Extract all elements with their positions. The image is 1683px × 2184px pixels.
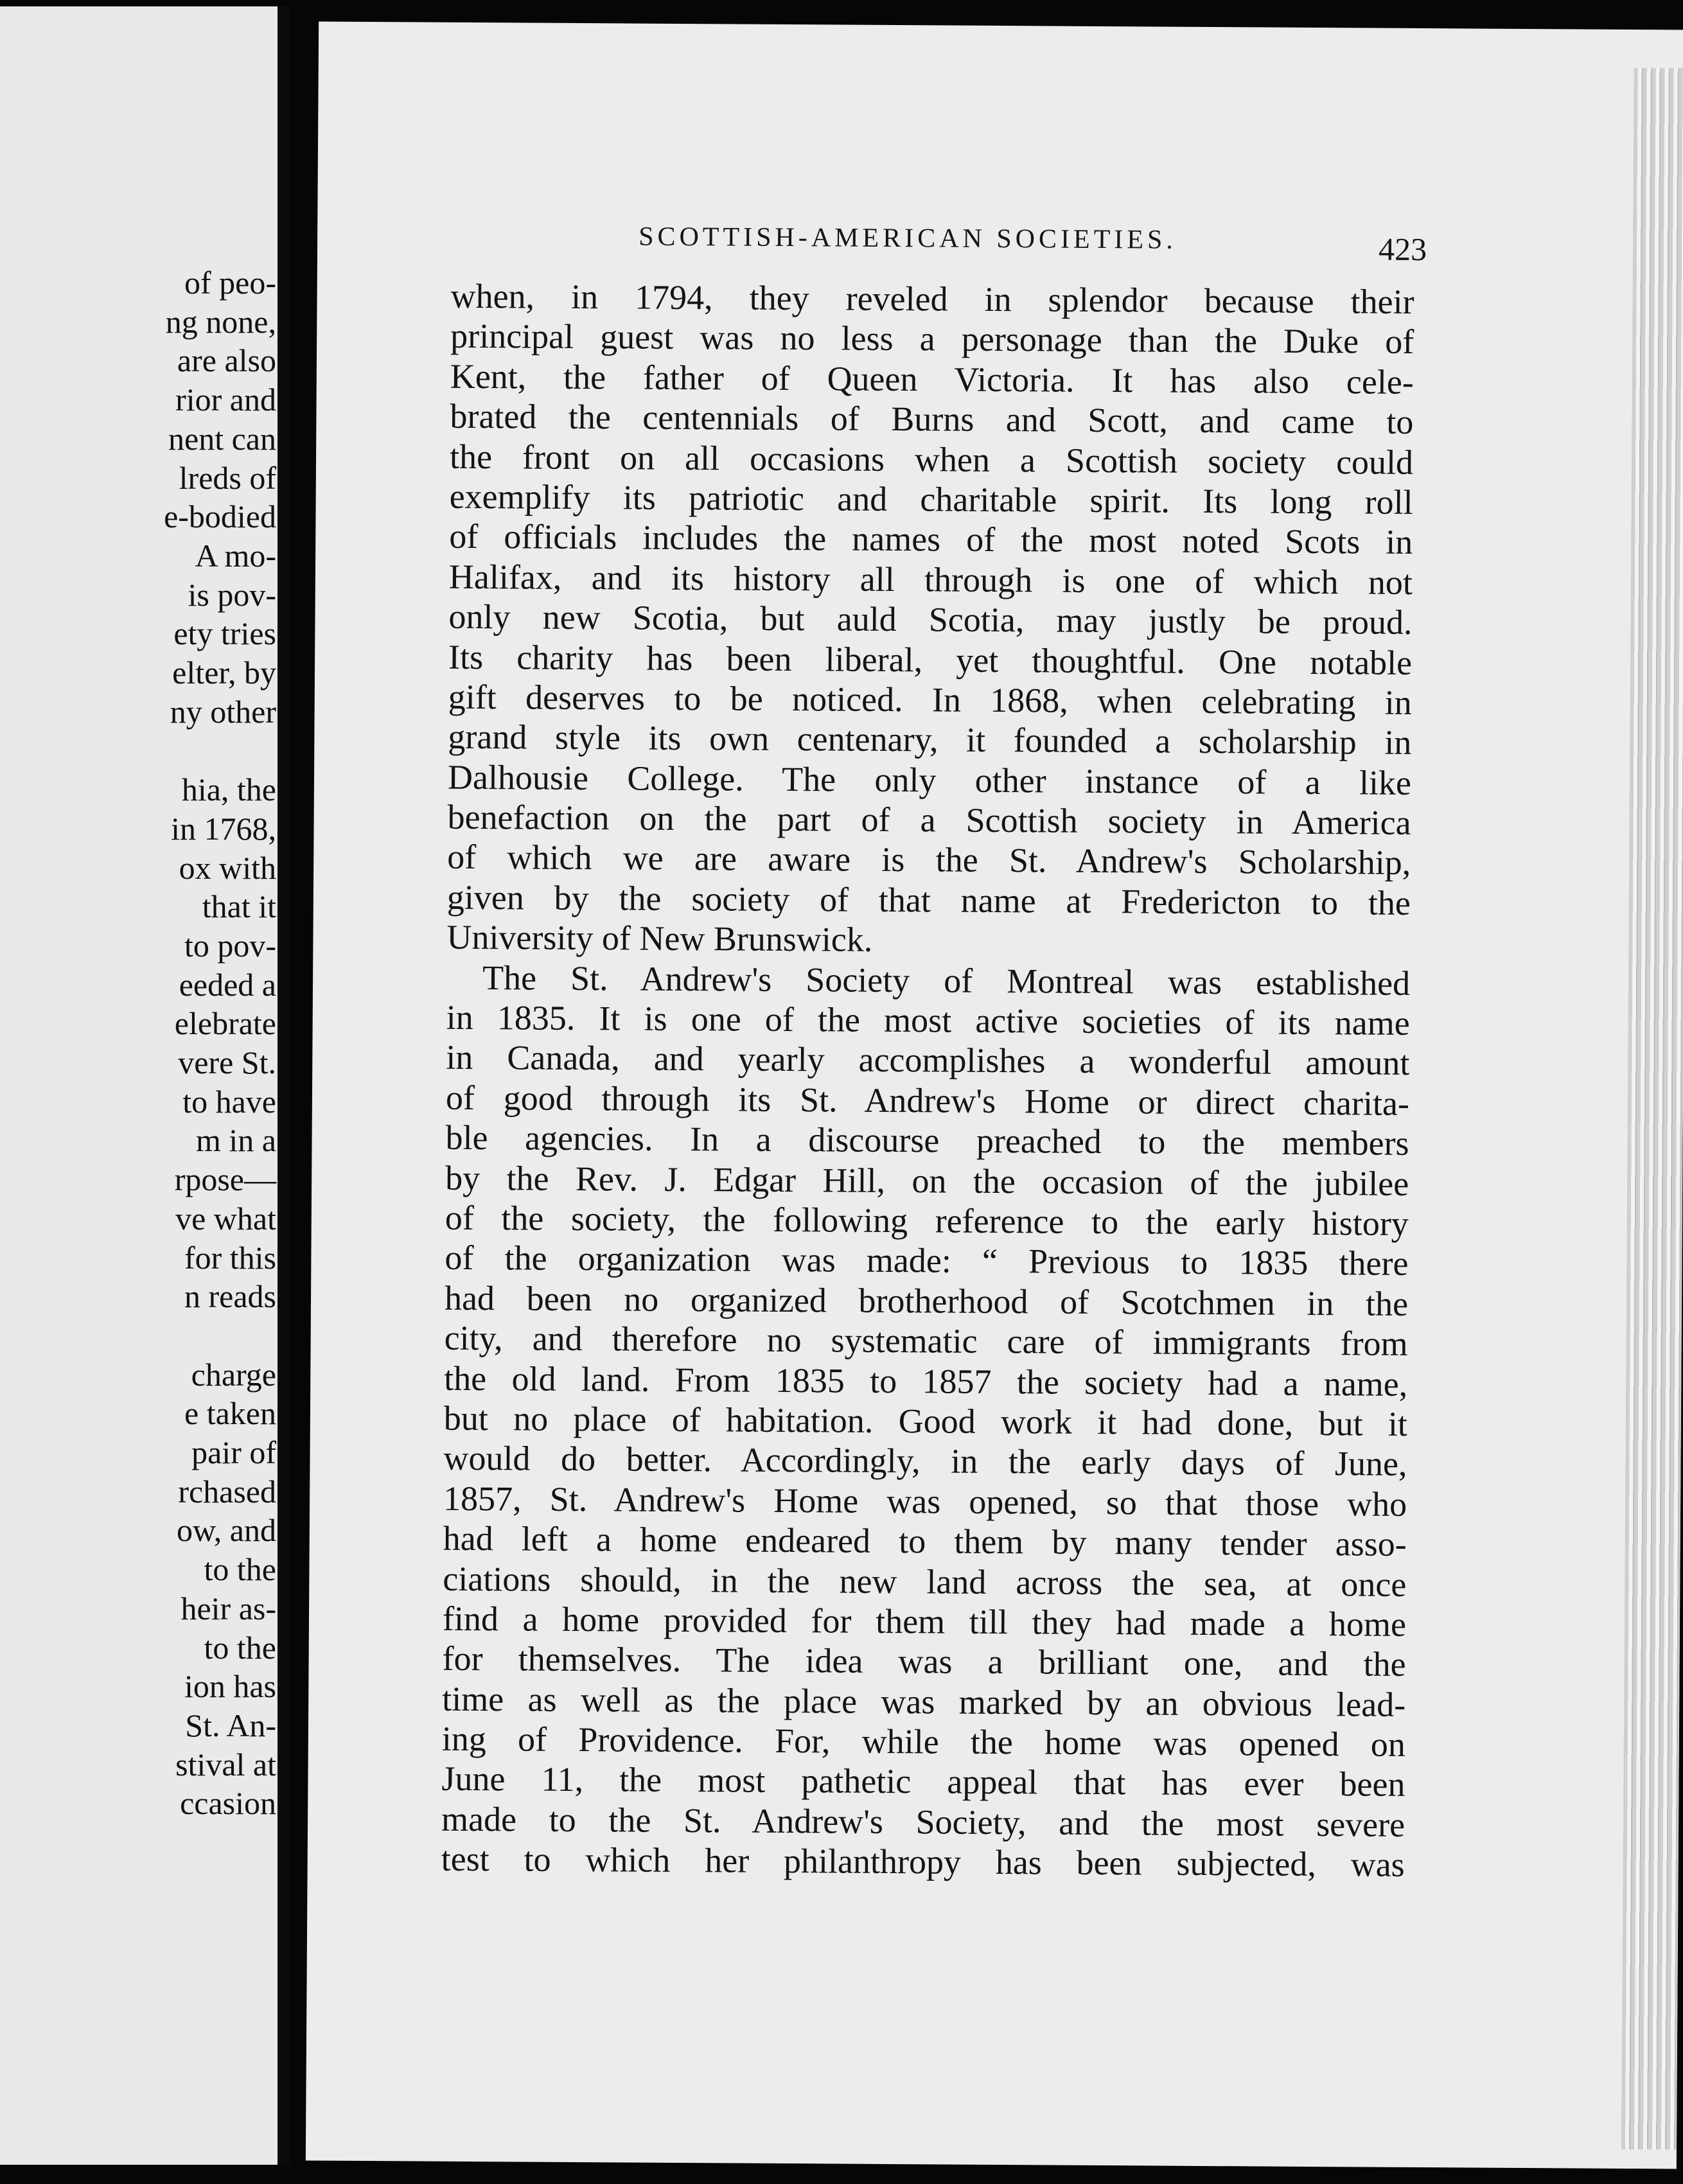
body-line: ing of Providence. For, while the home was opened on xyxy=(441,1719,1406,1764)
body-line: test to which her philanthropy has been subjected, was xyxy=(441,1839,1405,1885)
body-line: had been no organized brotherhood of Scotchmen in the xyxy=(444,1278,1409,1323)
left-page-line: elter, by xyxy=(172,655,276,691)
body-line: principal guest was no less a personage than the Duke of xyxy=(450,317,1414,362)
body-line: gift deserves to be noticed. In 1868, when celebrating in xyxy=(448,677,1412,722)
body-line: of good through its St. Andrew's Home or direct charita- xyxy=(445,1078,1410,1123)
left-page-line: A mo- xyxy=(195,537,276,574)
page-edge-stack xyxy=(1621,68,1683,2149)
left-page-line: rpose— xyxy=(174,1161,276,1198)
left-page-line: hia, the xyxy=(181,771,276,808)
body-line: for themselves. The idea was a brilliant one, and the xyxy=(442,1639,1406,1684)
running-head: SCOTTISH-AMERICAN SOCIETIES. xyxy=(639,222,1177,255)
body-line: find a home provided for them till they had made a home xyxy=(442,1599,1407,1644)
left-page-line: ion has xyxy=(184,1668,276,1705)
left-page-line: ccasion xyxy=(180,1785,276,1822)
left-page-text xyxy=(0,6,276,2165)
body-line: would do better. Accordingly, in the early days of June, xyxy=(443,1439,1407,1484)
left-page-line: stival at xyxy=(175,1746,276,1783)
body-line: of the organization was made: “ Previous to 1835 there xyxy=(445,1238,1409,1283)
body-line: only new Scotia, but auld Scotia, may justly be proud. xyxy=(448,597,1413,642)
left-page-line: are also xyxy=(177,342,276,379)
body-line: ciations should, in the new land across the sea, at once xyxy=(443,1559,1407,1604)
left-page-line: to pov- xyxy=(184,927,276,964)
body-line: time as well as the place was marked by an obvious lead- xyxy=(442,1679,1406,1724)
left-page-line: vere St. xyxy=(178,1044,276,1080)
left-page-line: lreds of xyxy=(179,459,276,496)
left-page-line: that it xyxy=(202,888,276,925)
left-page-line: n reads xyxy=(184,1278,276,1315)
left-page-line: m in a xyxy=(196,1122,276,1159)
book-gutter xyxy=(278,6,290,2165)
left-page-line: heir as- xyxy=(181,1590,276,1626)
left-page-line: eeded a xyxy=(179,966,276,1003)
left-page-line: ng none, xyxy=(165,303,276,340)
body-line: University of New Brunswick. xyxy=(446,918,873,960)
body-line: but no place of habitation. Good work it had done, but it xyxy=(443,1398,1408,1443)
left-page-line: ety tries xyxy=(173,615,276,652)
left-page-line: charge xyxy=(191,1356,276,1393)
body-line: of the society, the following reference to the early history xyxy=(445,1198,1409,1243)
left-page-line: ny other xyxy=(170,693,276,730)
left-page-line: pair of xyxy=(191,1434,276,1470)
right-page xyxy=(306,22,1683,2169)
left-page-line: elebrate xyxy=(174,1005,276,1042)
body-line: city, and therefore no systematic care of immigrants from xyxy=(444,1318,1408,1364)
left-page-line: rchased xyxy=(178,1473,276,1510)
left-page-line: to have xyxy=(182,1083,276,1120)
left-page-line: ox with xyxy=(179,849,276,886)
body-line: 1857, St. Andrew's Home was opened, so that those who xyxy=(443,1479,1407,1524)
body-line: by the Rev. J. Edgar Hill, on the occasion of the jubilee xyxy=(445,1158,1409,1203)
body-line: had left a home endeared to them by many tender asso- xyxy=(443,1519,1407,1564)
left-page-line: e-bodied xyxy=(164,498,276,535)
left-page-line: nent can xyxy=(168,420,276,457)
left-page-line: to the xyxy=(204,1551,276,1588)
left-page-line: is pov- xyxy=(188,576,276,613)
left-page xyxy=(0,6,290,2165)
body-line: when, in 1794, they reveled in splendor because their xyxy=(450,276,1414,321)
left-page-line: in 1768, xyxy=(171,810,276,847)
body-line: ble agencies. In a discourse preached to the members xyxy=(445,1118,1409,1163)
body-line: June 11, the most pathetic appeal that has ever been xyxy=(441,1759,1405,1804)
left-page-line: of peo- xyxy=(184,265,276,301)
left-page-line: St. An- xyxy=(185,1707,276,1743)
left-page-line: e taken xyxy=(184,1395,276,1432)
body-line: exemplify its patriotic and charitable spirit. Its long roll xyxy=(449,477,1413,522)
body-line: Dalhousie College. The only other instance of a like xyxy=(447,757,1412,802)
left-page-line: to the xyxy=(204,1629,276,1666)
page-number: 423 xyxy=(1378,231,1427,268)
left-page-line: ve what xyxy=(175,1200,276,1237)
body-line: in 1835. It is one of the most active societies of its name xyxy=(446,998,1410,1043)
body-line: grand style its own centenary, it founded a scholarship in xyxy=(448,718,1412,762)
body-line: of which we are aware is the St. Andrew's Scholarship, xyxy=(447,838,1411,883)
body-line: The St. Andrew's Society of Montreal was established xyxy=(482,958,1411,1003)
body-line: of officials includes the names of the most noted Scots in xyxy=(449,517,1413,562)
body-line: the old land. From 1835 to 1857 the society had a name, xyxy=(444,1359,1408,1404)
left-page-line: for this xyxy=(184,1239,276,1276)
body-line: made to the St. Andrew's Society, and the most severe xyxy=(441,1799,1405,1844)
left-page-line: rior and xyxy=(175,382,276,418)
body-line: Kent, the father of Queen Victoria. It has also cele- xyxy=(450,357,1414,401)
body-line: in Canada, and yearly accomplishes a wonderful amount xyxy=(446,1038,1410,1083)
body-line: benefaction on the part of a Scottish society in America xyxy=(447,797,1411,843)
page-body-text xyxy=(441,276,1414,1885)
body-line: the front on all occasions when a Scottish society could xyxy=(449,437,1414,482)
body-line: brated the centennials of Burns and Scott, and came to xyxy=(450,396,1414,442)
body-line: given by the society of that name at Fredericton to the xyxy=(446,877,1411,922)
body-line: Halifax, and its history all through is one of which not xyxy=(448,557,1413,602)
left-page-line: ow, and xyxy=(176,1512,276,1549)
body-line: Its charity has been liberal, yet thoughtful. One notable xyxy=(448,637,1413,682)
